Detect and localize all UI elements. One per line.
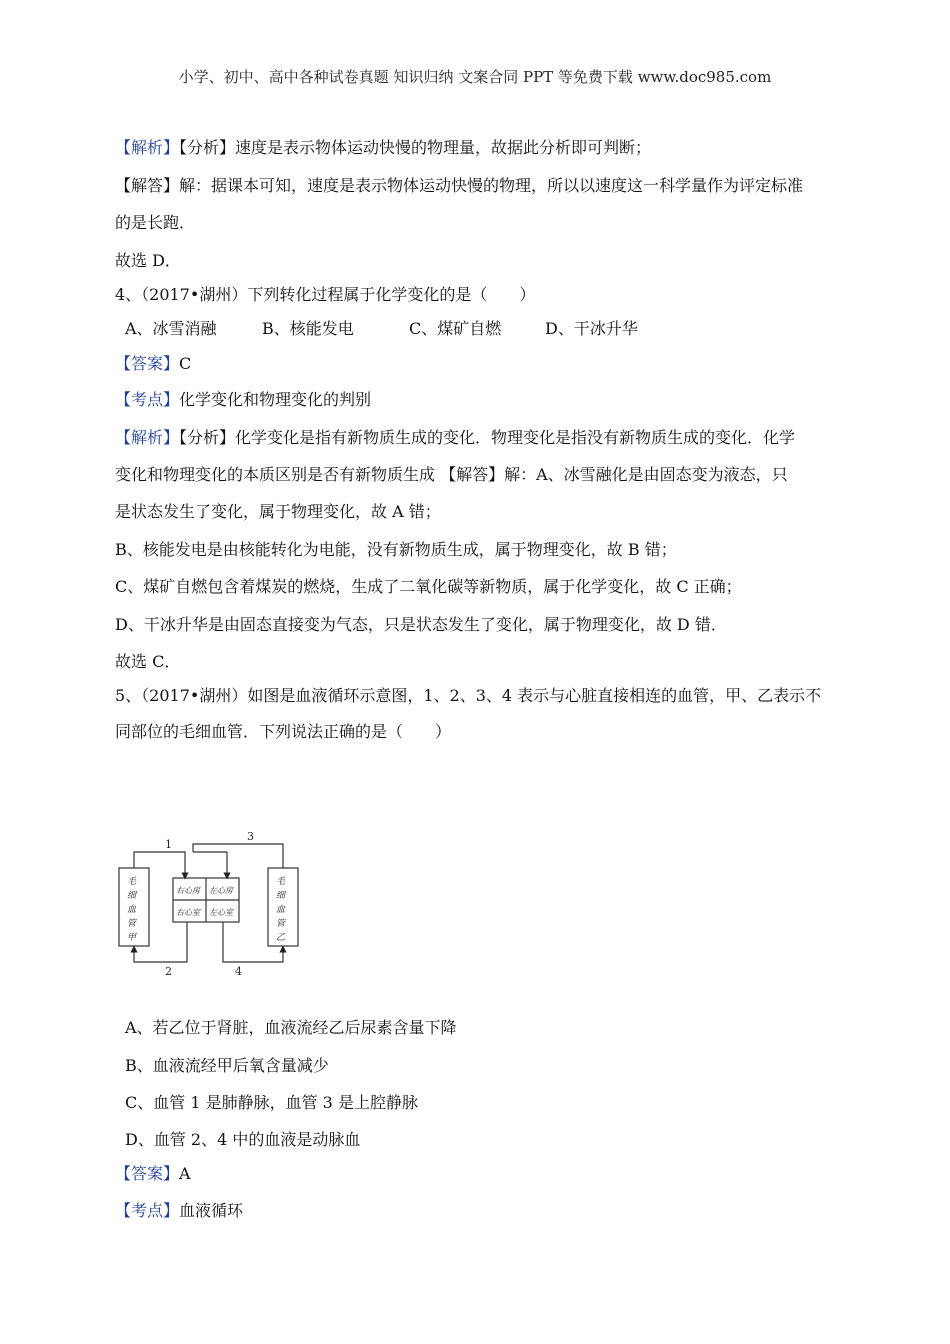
vessel-label-4: 4 [235,965,242,978]
q4-point [115,390,845,410]
q5-answer [115,1164,845,1184]
q3-answer-detail-line-2: 的是长跑． [115,213,196,232]
q5-stem-line-2: 同部位的毛细血管．下列说法正确的是（ ） [115,722,452,741]
heart-right-ventricle: 右心室 [176,908,200,917]
answer-tag: 【答案】 [115,1164,180,1183]
q5-point [115,1201,845,1221]
right-box-char-4: 管 [276,919,286,929]
right-box-char-1: 毛 [276,877,286,887]
q4-analysis-line-3: 是状态发生了变化，属于物理变化，故 A 错； [115,502,441,521]
q4-analysis-d: D、干冰升华是由固态直接变为气态，只是状态发生了变化，属于物理变化，故 D 错． [115,615,727,634]
q5-option-a: A、若乙位于肾脏，血液流经乙后尿素含量下降 [125,1018,457,1037]
q5-stem-line-1: 5、（2017•湖州）如图是血液循环示意图，1、2、3、4 表示与心脏直接相连的血管，甲、乙表示不 [115,686,822,705]
heart-left-ventricle: 左心室 [209,908,233,917]
q4-stem: 4、（2017•湖州）下列转化过程属于化学变化的是（ ） [115,285,536,304]
left-box-char-4: 管 [127,919,137,929]
q4-analysis-c: C、煤矿自燃包含着煤炭的燃烧，生成了二氧化碳等新物质，属于化学变化，故 C 正确； [115,577,742,596]
analysis-tag: 【解析】 [115,428,180,447]
q5-option-d: D、血管 2、4 中的血液是动脉血 [125,1130,361,1149]
point-tag: 【考点】 [115,390,180,409]
q4-analysis-line-1 [115,428,845,448]
q4-analysis-line-2: 变化和物理变化的本质区别是否有新物质生成 【解答】解：A、冰雪融化是由固态变为液态，只 [115,465,788,484]
q5-option-b: B、血液流经甲后氧含量减少 [125,1056,329,1075]
answer-tag: 【答案】 [115,354,180,373]
vessel-label-3: 3 [247,830,254,843]
vessel-4 [223,922,286,962]
point-value: 化学变化和物理变化的判别 [179,390,372,409]
q4-option-a: A、冰雪消融 [125,319,217,338]
q5-option-c: C、血管 1 是肺静脉，血管 3 是上腔静脉 [125,1093,418,1112]
answer-value: C [179,354,192,373]
q3-conclusion: 故选 D． [115,251,181,270]
heart-right-atrium: 右心房 [176,886,200,895]
analysis-tag: 【解析】 [115,138,180,157]
q4-option-d: D、干冰升华 [545,319,638,338]
analysis-text: 【分析】化学变化是指有新物质生成的变化．物理变化是指没有新物质生成的变化．化学 [179,428,796,447]
q4-answer [115,354,845,374]
q3-analysis [115,138,845,158]
left-box-char-5: 甲 [127,933,137,943]
answer-value: A [179,1164,191,1183]
q4-conclusion: 故选 C． [115,652,181,671]
q4-options [125,319,855,339]
q4-option-c: C、煤矿自燃 [409,319,502,338]
right-box-char-2: 细 [276,891,286,901]
left-box-char-2: 细 [127,891,137,901]
analysis-text: 【分析】速度是表示物体运动快慢的物理量，故据此分析即可判断； [179,138,652,157]
vessel-2 [134,922,187,962]
vessel-1 [134,852,185,876]
point-tag: 【考点】 [115,1201,180,1220]
page-header: 小学、初中、高中各种试卷真题 知识归纳 文案合同 PPT 等免费下载 www.doc985.com [178,68,772,86]
q4-option-b: B、核能发电 [262,319,354,338]
right-box-char-5: 乙 [276,933,286,943]
right-box-char-3: 血 [276,905,286,915]
vessel-label-2: 2 [165,965,172,978]
q3-answer-detail-line-1: 【解答】解：据课本可知，速度是表示物体运动快慢的物理，所以以速度这一科学量作为评定标准 [115,176,804,195]
left-box-char-3: 血 [127,905,137,915]
q4-analysis-b: B、核能发电是由核能转化为电能，没有新物质生成，属于物理变化，故 B 错； [115,540,677,559]
blood-circulation-diagram [115,828,315,978]
vessel-label-1: 1 [165,838,172,851]
heart-left-atrium: 左心房 [209,886,233,895]
point-value: 血液循环 [179,1201,244,1220]
left-box-char-1: 毛 [127,877,137,887]
